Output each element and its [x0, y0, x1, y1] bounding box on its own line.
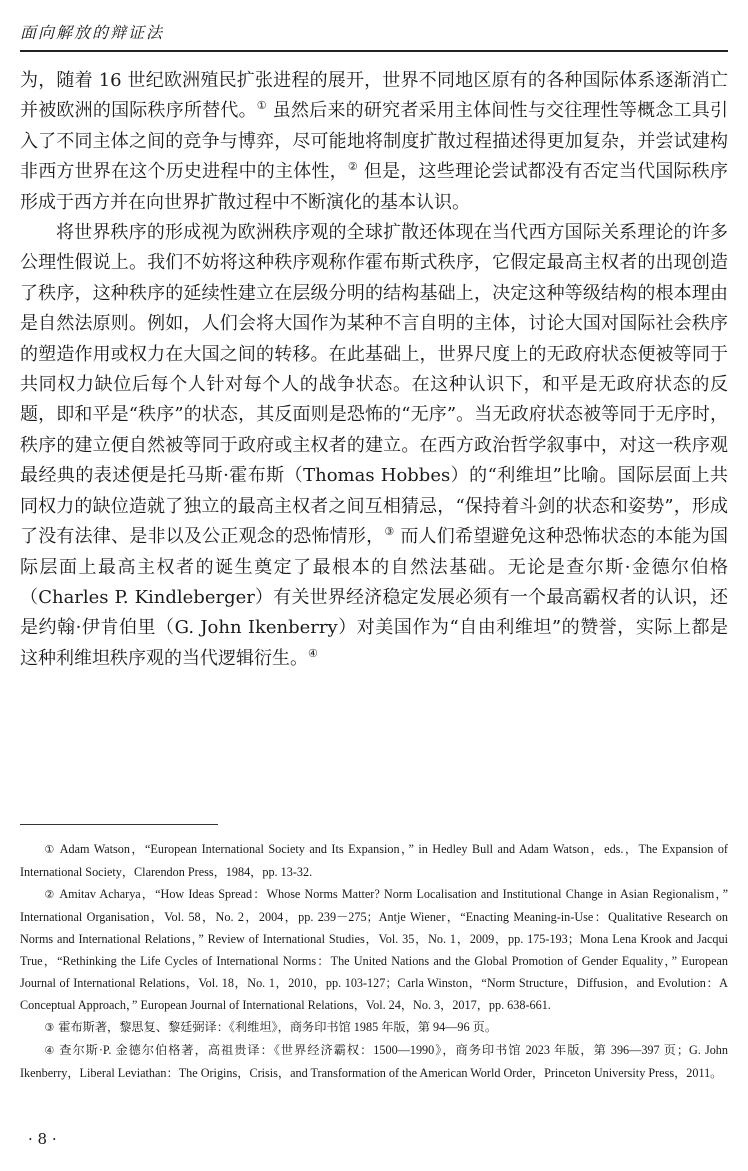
footnote-ref-3[interactable]: ③ — [384, 525, 395, 539]
footnotes — [20, 838, 728, 1084]
footnote-4 — [20, 1039, 728, 1084]
footnote-number: ② — [44, 888, 56, 901]
footnote-ref-4[interactable]: ④ — [308, 646, 318, 660]
footnote-text: 查尔斯·P. 金德尔伯格著，高祖贵译：《世界经济霸权：1500—1990》，商务印书馆 2023 年版，第 396—397 页；G. John Ikenberry，Liberal Leviathan：The Origins，Crisis，and Transformation of the American World Order，Princeton University Press，2011。 — [20, 1043, 728, 1080]
footnote-text: Amitav Acharya，“How Ideas Spread：Whose Norms Matter? Norm Localisation and Institutional Change in Asian Regionalism，” International Organisation，Vol. 58，No. 2，2004，pp. 239－275；Antje Wiener，“Enacting Meaning-in-Use：Qualitative Research on Norms and International Relations，” Review of International Studies，Vol. 35，No. 1，2009，pp. 175-193；Mona Lena Krook and Jacqui True，“Rethinking the Life Cycles of International Norms：The United Nations and the Global Promotion of Gender Equality，” European Journal of International Relations，Vol. 18，No. 1，2010，pp. 103-127；Carla Winston，“Norm Structure，Diffusion，and Evolution：A Conceptual Approach，” European Journal of International Relations，Vol. 24，No. 3，2017，pp. 638-661. — [20, 887, 728, 1012]
page-number: · 8 · — [28, 1130, 57, 1148]
footnote-number: ③ — [44, 1021, 55, 1034]
paragraph-1-text-c: 但是，这些理论尝试都没有否定当代国际秩序形成于西方并在向世界扩散过程中不断演化的基本认识。 — [20, 161, 728, 213]
footnote-number: ④ — [44, 1044, 56, 1057]
footnote-text: Adam Watson，“European International Society and Its Expansion，” in Hedley Bull and Adam Watson，eds.，The Expansion of International Society，Clarendon Press，1984，pp. 13-32. — [20, 842, 728, 879]
footnote-rule — [20, 824, 218, 825]
body-text — [20, 66, 728, 674]
footnote-number: ① — [44, 843, 56, 856]
header-rule — [20, 50, 728, 52]
running-head: 面向解放的辩证法 — [20, 23, 165, 42]
footnote-ref-2[interactable]: ② — [347, 160, 358, 174]
footnote-ref-1[interactable]: ① — [256, 99, 267, 113]
paragraph-2 — [20, 218, 728, 674]
footnote-2 — [20, 883, 728, 1016]
paragraph-2-text-a: 将世界秩序的形成视为欧洲秩序观的全球扩散还体现在当代西方国际关系理论的许多公理性假说上。我们不妨将这种秩序观称作霍布斯式秩序，它假定最高主权者的出现创造了秩序，这种秩序的延续性建立在层级分明的结构基础上，决定这种等级结构的根本理由是自然法原则。例如，人们会将大国作为某种不言自明的主体，讨论大国对国际社会秩序的塑造作用或权力在大国之间的转移。在此基础上，世界尺度上的无政府状态便被等同于共同权力缺位后每个人针对每个人的战争状态。在这种认识下，和平是无政府状态的反题，即和平是“秩序”的状态，其反面则是恐怖的“无序”。当无政府状态被等同于无序时，秩序的建立便自然被等同于政府或主权者的建立。在西方政治哲学叙事中，对这一秩序观最经典的表述便是托马斯·霍布斯（Thomas Hobbes）的“利维坦”比喻。国际层面上共同权力的缺位造就了独立的最高主权者之间互相猜忌，“保持着斗剑的状态和姿势”，形成了没有法律、是非以及公正观念的恐怖情形， — [20, 222, 728, 548]
paragraph-1-text-a: 为，随着 16 世纪欧洲殖民扩张进程的展开，世界不同地区原有的各种国际体系逐渐消亡并被欧洲的国际秩序所替代。 — [20, 70, 728, 122]
paragraph-1-text-b: 虽然后来的研究者采用主体间性与交往理性等概念工具引入了不同主体之间的竞争与博弈，尽可能地将制度扩散过程描述得更加复杂，并尝试建构非西方世界在这个历史进程中的主体性， — [20, 100, 728, 183]
paragraph-1 — [20, 66, 728, 218]
footnote-3 — [20, 1016, 728, 1039]
paragraph-2-text-b: 而人们希望避免这种恐怖状态的本能为国际层面上最高主权者的诞生奠定了最根本的自然法基础。无论是查尔斯·金德尔伯格（Charles P. Kindleberger）有关世界经济稳定发展必须有一个最高霸权者的认识，还是约翰·伊肯伯里（G. John Ikenberry）对美国作为“自由利维坦”的赞誉，实际上都是这种利维坦秩序观的当代逻辑衍生。 — [20, 526, 728, 669]
footnote-text: 霍布斯著，黎思复、黎廷弼译：《利维坦》，商务印书馆 1985 年版，第 94—96 页。 — [58, 1020, 498, 1034]
footnote-1 — [20, 838, 728, 883]
